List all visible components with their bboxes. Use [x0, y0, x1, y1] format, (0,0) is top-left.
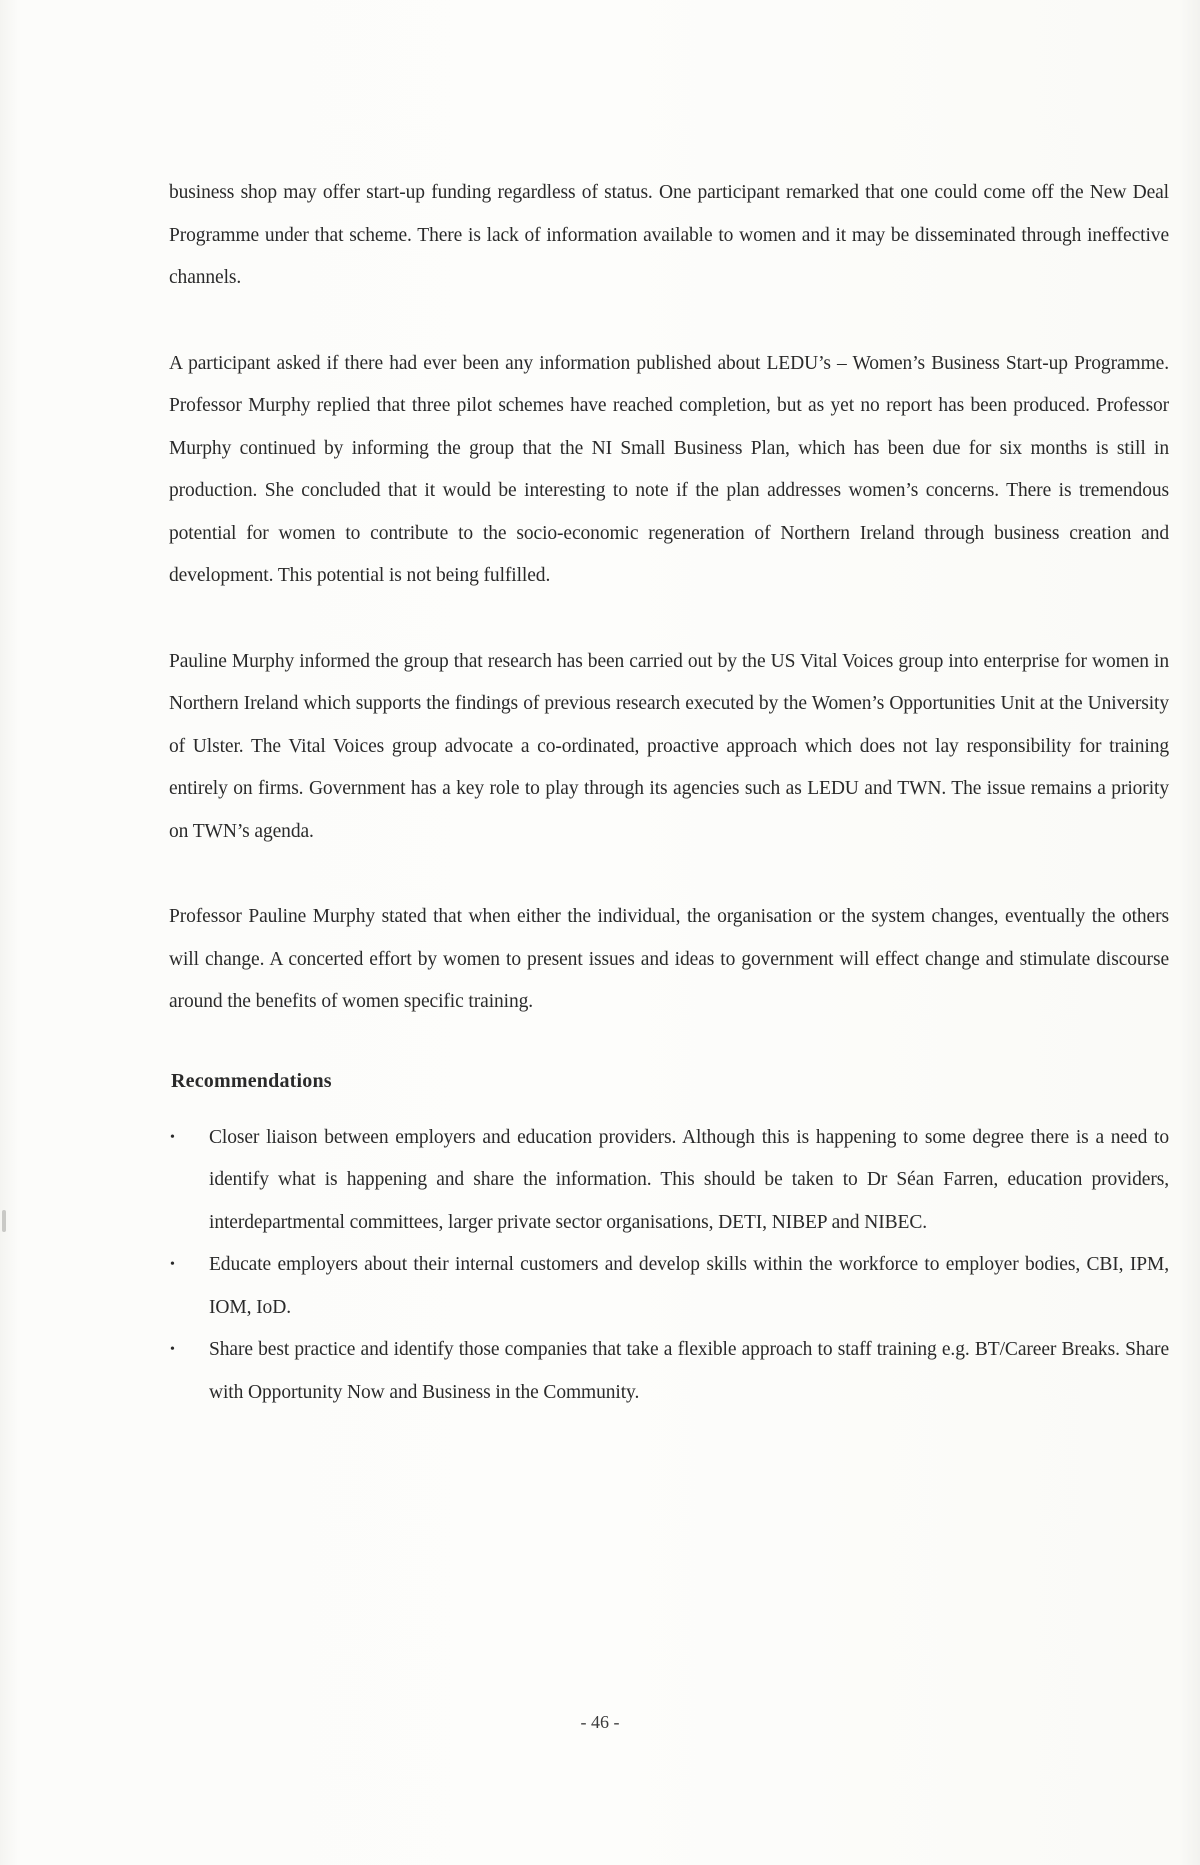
recommendation-item [169, 1329, 1169, 1414]
recommendations-list [169, 1117, 1169, 1415]
page-body [169, 172, 1169, 1414]
bullet-icon: • [170, 1129, 175, 1145]
recommendations-heading: Recommendations [171, 1069, 332, 1092]
paragraph-vital-voices: Pauline Murphy informed the group that research has been carried out by the US Vital Voices group into enterprise for women in Northern Ireland which supports the findings of previous research executed by the Women’s Opportunities Unit at the University of Ulster. The Vital Voices group advocate a co-ordinated, proactive approach which does not lay responsibility for training entirely on firms. Government has a key role to play through its agencies such as LEDU and TWN. The issue remains a priority on TWN’s agenda. [169, 650, 1169, 842]
recommendation-text: Share best practice and identify those companies that take a flexible approach to staff training e.g. BT/Career Breaks. Share with Opportunity Now and Business in the Community. [209, 1339, 1169, 1403]
page-number: - 46 - [580, 1712, 620, 1732]
recommendation-text: Educate employers about their internal customers and develop skills within the workforce to employer bodies, CBI, IPM, IOM, IoD. [209, 1254, 1169, 1318]
recommendation-text: Closer liaison between employers and education providers. Although this is happening to some degree there is a need to identify what is happening and share the information. This should be taken to Dr Séan Farren, education providers, interdepartmental committees, larger private sector organisations, DETI, NIBEP and NIBEC. [209, 1126, 1169, 1233]
paragraph-ledu-programme: A participant asked if there had ever been any information published about LEDU’s – Women’s Business Start-up Programme. Professor Murphy replied that three pilot schemes have reached completion, but as yet no report has been produced. Professor Murphy continued by informing the group that the NI Small Business Plan, which has been due for six months is still in production. She concluded that it would be interesting to note if the plan addresses women’s concerns. There is tremendous potential for women to contribute to the socio-economic regeneration of Northern Ireland through business creation and development. This potential is not being fulfilled. [169, 352, 1169, 586]
recommendation-item [169, 1117, 1169, 1245]
bullet-icon: • [170, 1257, 175, 1272]
bullet-icon: • [170, 1342, 175, 1357]
paragraph-start-up-funding: business shop may offer start-up funding regardless of status. One participant remarked that one could come off the New Deal Programme under that scheme. There is lack of information available to women and it may be disseminated through ineffective channels. [169, 182, 1169, 288]
recommendation-item [169, 1244, 1169, 1329]
paragraph-system-change: Professor Pauline Murphy stated that when either the individual, the organisation or the system changes, eventually the others will change. A concerted effort by women to present issues and ideas to government will effect change and stimulate discourse around the benefits of women specific training. [169, 906, 1169, 1012]
scan-edge-mark [2, 1210, 6, 1232]
